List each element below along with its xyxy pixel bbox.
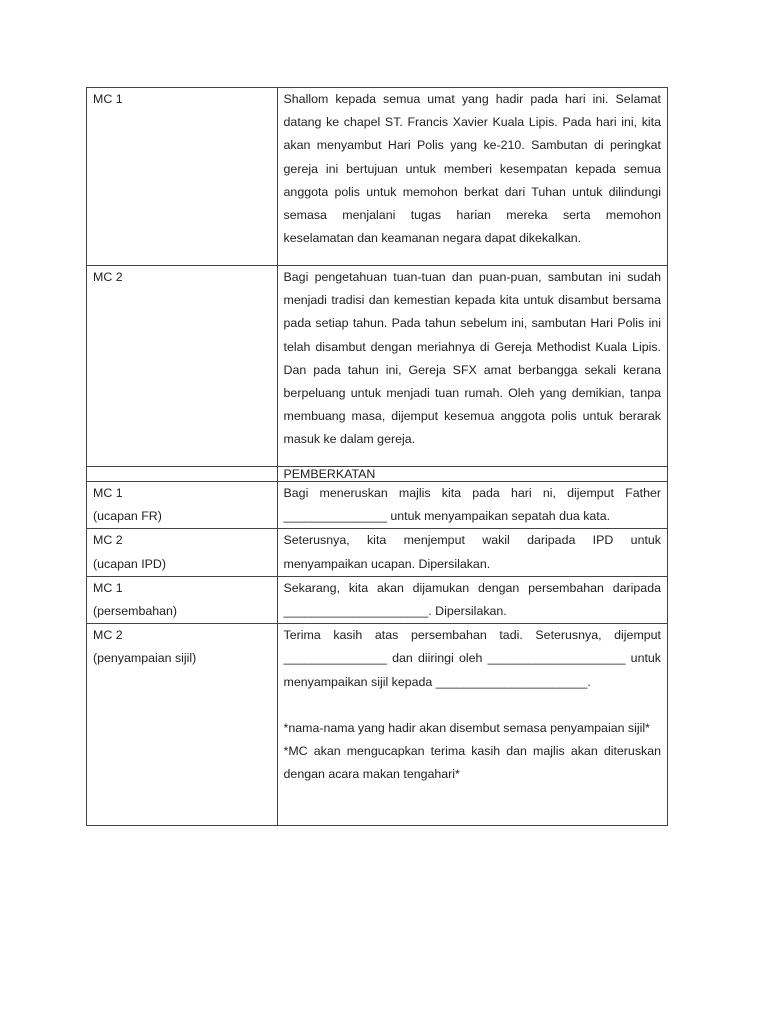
- paragraph-spacer: [284, 694, 661, 717]
- section-cell: [277, 467, 667, 482]
- role-sublabel: (penyampaian sijil): [93, 651, 197, 666]
- role-sublabel: (ucapan FR): [93, 509, 162, 524]
- section-heading: PEMBERKATAN: [283, 467, 376, 481]
- script-note: *nama-nama yang hadir akan disembut semasa penyampaian sijil*: [283, 721, 650, 736]
- script-text: Terima kasih atas persembahan tadi. Seterusnya, dijemput _______________ dan diiringi oleh ____________________ untuk menyampaikan sijil kepada ______________________.: [283, 628, 661, 689]
- script-text: Shallom kepada semua umat yang hadir pada hari ini. Selamat datang ke chapel ST. Francis Xavier Kuala Lipis. Pada hari ini, kita akan menyambut Hari Polis yang ke-210. Sambutan di peringkat gereja ini bertujuan untuk memberi kesempatan kepada semua anggota polis untuk memohon berkat dari Tuhan untuk dilindungi semasa menjalani tugas harian mereka serta memohon keselamatan dan keamanan negara dapat dikekalkan.: [283, 92, 661, 246]
- role-cell: [87, 624, 278, 826]
- script-cell: [277, 88, 667, 266]
- section-row: [87, 467, 668, 482]
- role-label: MC 1: [93, 92, 123, 106]
- table-row: [87, 529, 668, 576]
- role-cell: [87, 88, 278, 266]
- script-text: Seterusnya, kita menjemput wakil daripada IPD untuk menyampaikan ucapan. Dipersilakan.: [283, 533, 661, 571]
- role-label: MC 2: [93, 628, 123, 643]
- script-note: *MC akan mengucapkan terima kasih dan majlis akan diteruskan dengan acara makan tengahari*: [283, 744, 661, 782]
- role-cell: [87, 266, 278, 467]
- script-text: Bagi meneruskan majlis kita pada hari ni, dijemput Father _______________ untuk menyampaikan sepatah dua kata.: [283, 486, 661, 524]
- script-cell: [277, 482, 667, 529]
- role-label: MC 2: [93, 533, 123, 548]
- table-row: [87, 576, 668, 623]
- role-label: MC 1: [93, 486, 123, 500]
- role-label: MC 2: [93, 270, 123, 284]
- script-text: Bagi pengetahuan tuan-tuan dan puan-puan, sambutan ini sudah menjadi tradisi dan kemestian kepada kita untuk disambut bersama pada setiap tahun. Pada tahun sebelum ini, sambutan Hari Polis ini telah disambut dengan meriahnya di Gereja Methodist Kuala Lipis. Dan pada tahun ini, Gereja SFX amat berbangga sekali kerana berpeluang untuk menjadi tuan rumah. Oleh yang demikian, tanpa membuang masa, dijemput kesemua anggota polis untuk berarak masuk ke dalam gereja.: [283, 270, 661, 447]
- role-sublabel: (persembahan): [93, 604, 178, 619]
- table-row: [87, 624, 668, 826]
- role-cell: [87, 482, 278, 529]
- table-row: [87, 88, 668, 266]
- script-cell: [277, 529, 667, 576]
- role-sublabel: (ucapan IPD): [93, 556, 167, 571]
- script-cell: [277, 624, 667, 826]
- table-row: [87, 266, 668, 467]
- role-cell: [87, 576, 278, 623]
- section-empty-cell: [87, 467, 278, 482]
- script-cell: [277, 576, 667, 623]
- script-text: Sekarang, kita akan dijamukan dengan persembahan daripada _____________________. Dipersilakan.: [283, 580, 661, 619]
- mc-script-table: [86, 87, 668, 826]
- role-cell: [87, 529, 278, 576]
- role-label: MC 1: [93, 580, 123, 595]
- script-cell: [277, 266, 667, 467]
- table-row: [87, 482, 668, 529]
